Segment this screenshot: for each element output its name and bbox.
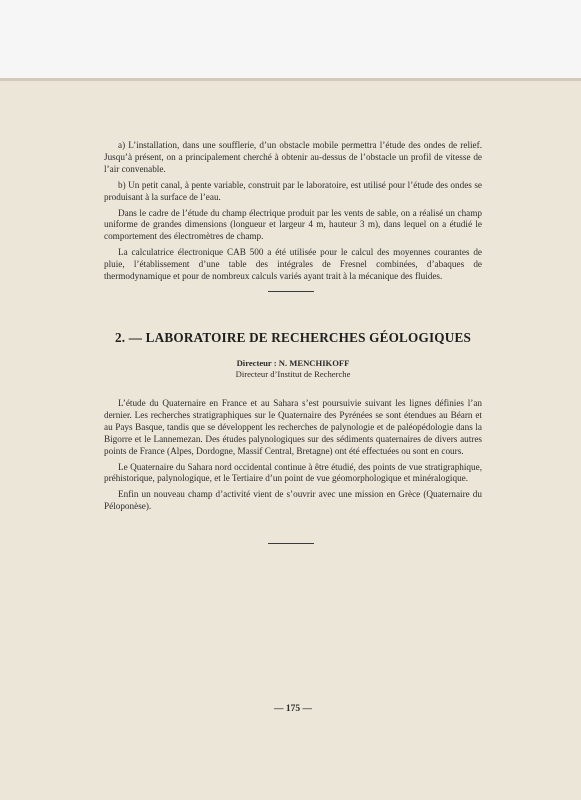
paragraph: Le Quaternaire du Sahara nord occidental continue à être étudié, des points de vue stratigraphique, préhistorique, palynologique, et le Tertiaire d’un point de vue géomorphologique et minéralogique. — [104, 461, 482, 484]
director-title: Directeur d’Institut de Recherche — [235, 368, 351, 379]
paragraph: b) Un petit canal, à pente variable, construit par le laboratoire, est utilisé pour l’étude des ondes se produisant à la surface de l’eau. — [104, 179, 482, 202]
paragraph: Enfin un nouveau champ d’activité vient de s’ouvrir avec une mission en Grèce (Quaternaire du Péloponèse). — [104, 489, 482, 512]
director-name: Directeur : N. MENCHIKOFF — [236, 358, 350, 368]
paragraph: La calculatrice électronique CAB 500 a été utilisée pour le calcul des moyennes courantes de pluie, l’établissement d’une table des intégrales de Fresnel combinées, d’abaques de thermodynamique et pour de nombreux calculs variés ayant trait à la mécanique des fluides. — [104, 247, 482, 282]
paragraph: Dans le cadre de l’étude du champ électrique produit par les vents de sable, on a réalisé un champ uniforme de grandes dimensions (longueur et largeur 4 m, hauteur 3 m), dans lequel on a étudié le comportement des électromètres de champ. — [104, 207, 482, 242]
section-2-text — [104, 398, 482, 517]
section-divider — [268, 291, 314, 292]
paragraph: a) L’installation, dans une soufflerie, d’un obstacle mobile permettra l’étude des ondes de relief. Jusqu’à présent, on a principalement cherché à obtenir au-dessus de l’obstacle un profil de vitesse de l’air convenable. — [104, 140, 482, 174]
page-number: — 175 — — [274, 704, 312, 714]
paragraph: L’étude du Quaternaire en France et au Sahara s’est poursuivie suivant les lignes définies l’an dernier. Les recherches stratigraphiques sur le Quaternaire des Pyrénées se sont étendues au Béarn et au Pays Basque, tandis que se développent les recherches de palynologie et de paléopédologie dans la Bigorre et le Lannemezan. Des études palynologiques sur des sédiments quaternaires de divers autres points de France (Alpes, Dordogne, Massif Central, Bretagne) ont été effectuées ou sont en cours. — [104, 398, 482, 456]
scan-top-band — [0, 0, 581, 78]
section-heading: 2. — LABORATOIRE DE RECHERCHES GÉOLOGIQUES — [115, 330, 471, 345]
section-divider — [268, 543, 314, 544]
director-info — [104, 358, 482, 379]
page-top-edge — [0, 78, 581, 81]
section-1-text — [104, 140, 482, 287]
